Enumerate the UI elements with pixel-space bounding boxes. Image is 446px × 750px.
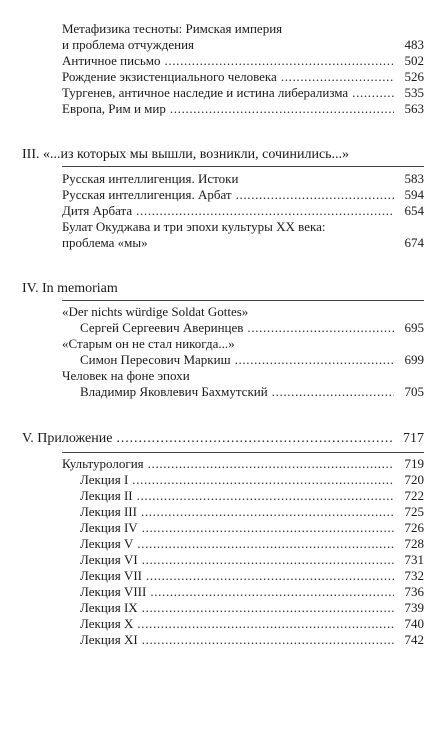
toc-page-number: 720 [404,472,424,487]
toc-page-number: 739 [404,600,424,615]
toc-page-number: 594 [404,187,424,202]
dot-leader [116,430,394,448]
toc-entry [62,53,424,69]
toc-page-number: 563 [404,101,424,116]
toc-entry-title: Лекция I [80,472,129,487]
toc-entry-title: Античное письмо [62,53,161,68]
toc-entry-title: Европа, Рим и мир [62,101,166,116]
toc-entry [62,456,424,472]
toc-entry-title: Русская интеллигенция. Арбат [62,187,232,202]
toc-entry-title: Человек на фоне эпохи [62,368,190,383]
toc-page-number: 732 [404,568,424,583]
section-heading: IV. In memoriam [22,281,118,296]
toc-entry [62,85,424,101]
toc-entry-title: Русская интеллигенция. Истоки [62,171,239,186]
toc-entry [62,37,424,53]
dot-leader [141,504,394,520]
dot-leader [137,536,394,552]
toc-page-number: 728 [404,536,424,551]
section-heading: III. «...из которых мы вышли, возникли, сочинились...» [22,147,350,162]
toc-page-number: 526 [404,69,424,84]
toc-entry-title: и проблема отчуждения [62,37,195,52]
dot-leader [272,384,394,400]
section-rule [62,300,424,301]
toc-page-number: 725 [404,504,424,519]
dot-leader [137,488,394,504]
dot-leader [142,552,394,568]
toc-entry-title: Метафизика тесноты: Римская империя [62,21,283,36]
dot-leader [150,584,394,600]
dot-leader [146,568,394,584]
dot-leader [136,203,394,219]
dot-leader [170,101,394,117]
toc-entry-lecture [80,584,424,600]
toc-page-number: 695 [404,320,424,335]
toc-entry-title: Лекция VII [80,568,143,583]
section-rule [62,452,424,453]
section-rule [62,166,424,167]
toc-entry-lecture [80,600,424,616]
toc-entry-title: Лекция IX [80,600,138,615]
dot-leader [137,616,394,632]
toc-entry-title: Булат Окуджава и три эпохи культуры XX века: [62,219,326,234]
toc-entry-subtitle: Симон Пересович Маркиш [80,352,231,367]
dot-leader [236,187,394,203]
toc-page-number: 483 [404,37,424,52]
toc-entry-title: «Der nichts würdige Soldat Gottes» [62,304,249,319]
toc-entry-lecture [80,472,424,488]
toc-entry-lecture [80,488,424,504]
toc-page-number: 731 [404,552,424,567]
toc-page-number: 535 [404,85,424,100]
toc-entry-lecture [80,568,424,584]
toc-entry-lecture [80,552,424,568]
toc-entry-lecture [80,632,424,648]
toc-page-number: 699 [404,352,424,367]
dot-leader [142,520,394,536]
toc-entry-title: Дитя Арбата [62,203,133,218]
toc-page-number: 726 [404,520,424,535]
toc-entry-subtitle: Сергей Сергеевич Аверинцев [80,320,244,335]
toc-entry [62,69,424,85]
toc-page-number: 583 [404,171,424,186]
toc-entry [62,235,424,251]
toc-entry-lecture [80,616,424,632]
toc-entry-title: Лекция X [80,616,134,631]
toc-page-number: 705 [404,384,424,399]
dot-leader [142,600,394,616]
dot-leader [132,472,394,488]
toc-entry [80,384,424,400]
toc-page-number: 654 [404,203,424,218]
toc-entry [62,203,424,219]
toc-entry-title: Тургенев, античное наследие и истина либерализма [62,85,349,100]
toc-entry-title: Лекция V [80,536,134,551]
toc-page-number: 740 [404,616,424,631]
toc-entry-subtitle: Владимир Яковлевич Бахмутский [80,384,268,399]
toc-page-number: 502 [404,53,424,68]
toc-page-number: 674 [404,235,424,250]
toc-entry-title: Лекция II [80,488,133,503]
toc-entry [80,352,424,368]
toc-entry-lecture [80,536,424,552]
toc-entry [62,187,424,203]
dot-leader [247,320,394,336]
toc-entry-title: проблема «мы» [62,235,148,250]
toc-entry-lecture [80,504,424,520]
dot-leader [142,632,394,648]
toc-entry-title: Рождение экзистенциального человека [62,69,277,84]
toc-entry-title: Лекция XI [80,632,138,647]
toc-entry [22,430,424,448]
toc-page-number: 742 [404,632,424,647]
toc-entry [80,320,424,336]
toc-page-number: 717 [403,431,424,446]
toc-entry-title: Лекция III [80,504,137,519]
toc-entry-title: Лекция VIII [80,584,147,599]
toc-page-number: 736 [404,584,424,599]
dot-leader [235,352,394,368]
dot-leader [165,53,395,69]
section-heading: V. Приложение [22,431,113,446]
toc-entry-title: Культурология [62,456,144,471]
dot-leader [352,85,394,101]
dot-leader [281,69,394,85]
toc-page-number: 722 [404,488,424,503]
toc-entry [62,171,424,187]
toc-entry-lecture [80,520,424,536]
toc-entry-title: «Старым он не стал никогда...» [62,336,235,351]
toc-entry-title: Лекция VI [80,552,138,567]
toc-page-number: 719 [404,456,424,471]
toc-entry-title: Лекция IV [80,520,138,535]
toc-entry [62,101,424,117]
dot-leader [148,456,394,472]
